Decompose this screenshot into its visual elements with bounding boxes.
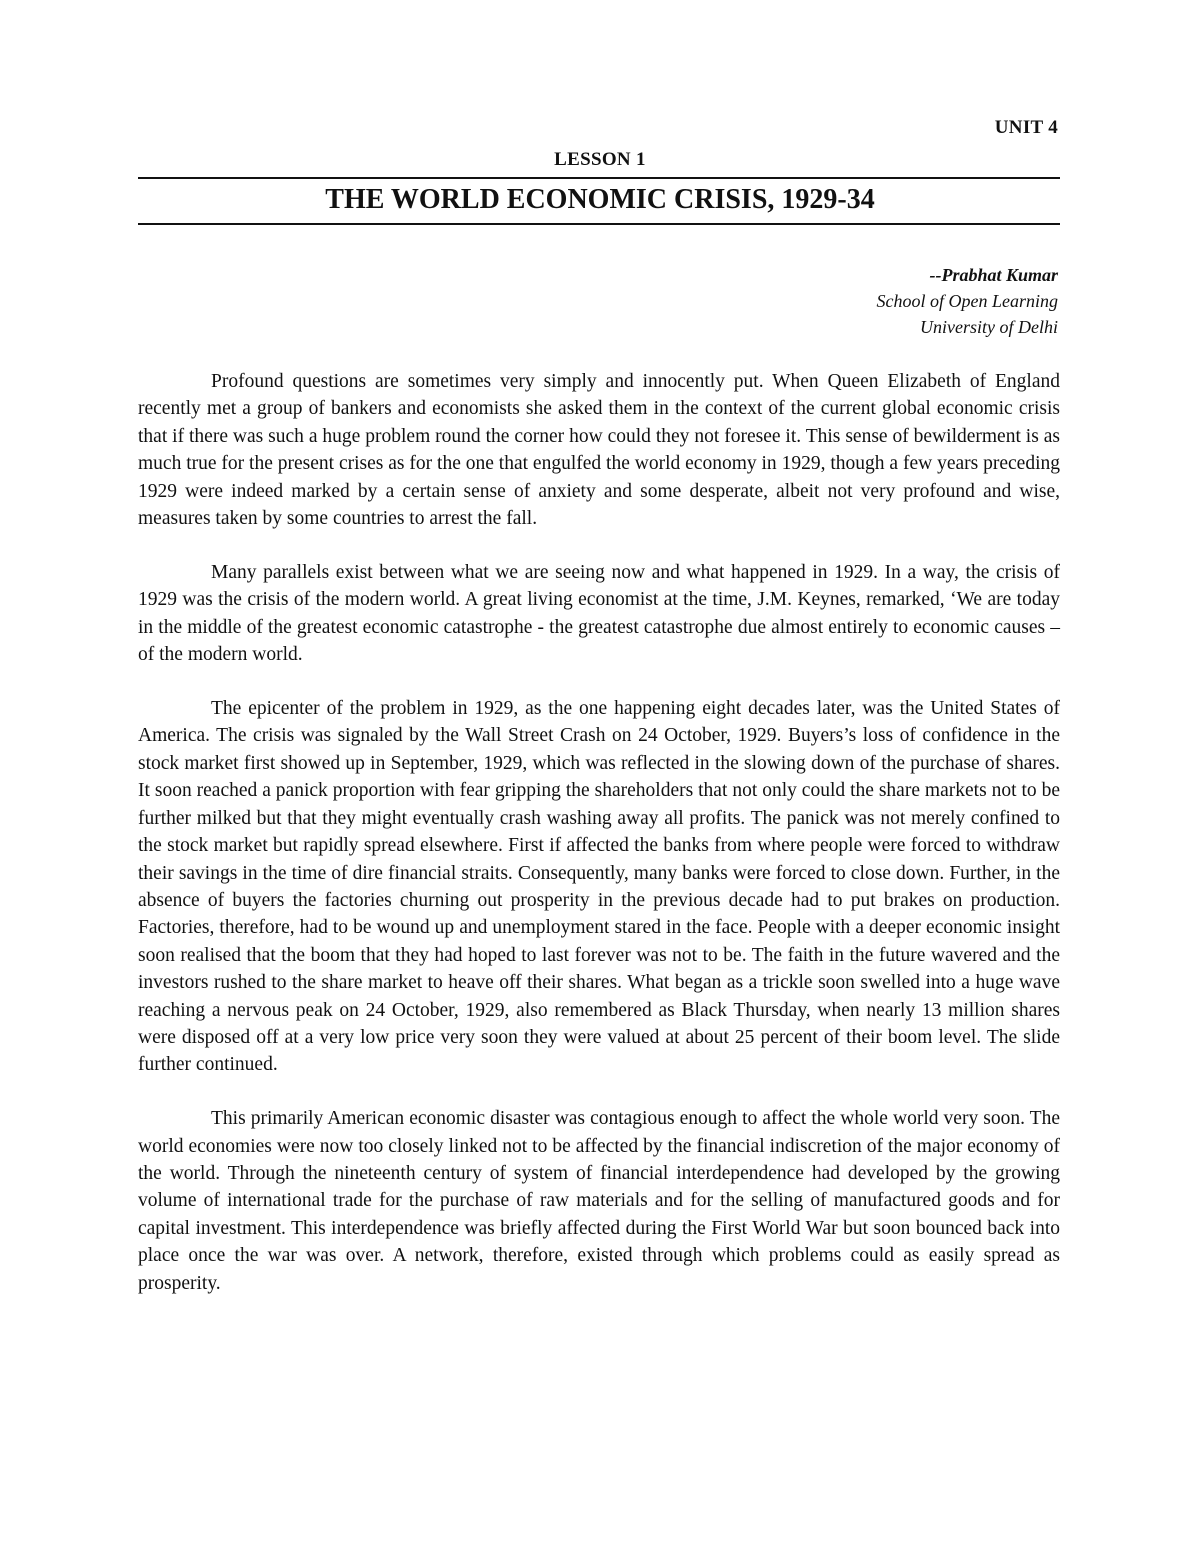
author-name: --Prabhat Kumar [929, 265, 1058, 285]
paragraph-2: Many parallels exist between what we are seeing now and what happened in 1929. In a way, the crisis of 1929 was the crisis of the modern world. A great living economist at the time, J.M. Keynes, remarked, ‘We are today in the middle of the greatest economic catastrophe - the greatest catastrophe due almost entirely to economic causes – of the modern world. [138, 561, 1060, 666]
title-rule-bottom [138, 223, 1060, 225]
paragraph-4: This primarily American economic disaster was contagious enough to affect the whole world very soon. The world economies were now too closely linked not to be affected by the financial indiscretion of the major economy of the world. Through the nineteenth century of system of financial interdependence had developed by the growing volume of international trade for the purchase of raw materials and for the selling of manufactured goods and for capital investment. This interdependence was briefly affected during the First World War but soon bounced back into place once the war was over. A network, therefore, existed through which problems could as easily spread as prosperity. [138, 1108, 1060, 1294]
paragraph-1: Profound questions are sometimes very simply and innocently put. When Queen Elizabeth of England recently met a group of bankers and economists she asked them in the context of the current global economic crisis that if there was such a huge problem round the corner how could they not foresee it. This sense of bewilderment is as much true for the present crises as for the one that engulfed the world economy in 1929, though a few years preceding 1929 were indeed marked by a certain sense of anxiety and some desperate, albeit not very profound and wise, measures taken by some countries to arrest the fall. [138, 371, 1060, 530]
paragraph-3: The epicenter of the problem in 1929, as the one happening eight decades later, was the United States of America. The crisis was signaled by the Wall Street Crash on 24 October, 1929. Buyers’s loss of confidence in the stock market first showed up in September, 1929, which was reflected in the slowing down of the purchase of shares. It soon reached a panick proportion with fear gripping the shareholders that not only could the share markets not to be further milked but that they might eventually crash washing away all profits. The panick was not merely confined to the stock market but rapidly spread elsewhere. First if affected the banks from where people were forced to withdraw their savings in the time of dire financial straits. Consequently, many banks were forced to close down. Further, in the absence of buyers the factories churning out prosperity in the previous decade had to put brakes on production. Factories, therefore, had to be wound up and unemployment stared in the face. People with a deeper economic insight soon realised that the boom that they had hoped to last forever was not to be. The faith in the future wavered and the investors rushed to the share market to heave off their shares. What began as a trickle soon swelled into a huge wave reaching a nervous peak on 24 October, 1929, also remembered as Black Thursday, when nearly 13 million shares were disposed off at a very low price very soon they were valued at about 25 percent of their boom level. The slide further continued. [138, 698, 1060, 1076]
author-block [877, 262, 1059, 340]
author-university: University of Delhi [920, 317, 1058, 337]
unit-label: UNIT 4 [994, 117, 1058, 138]
title-rule-top [138, 177, 1060, 179]
lesson-label: LESSON 1 [554, 149, 646, 170]
page-title: THE WORLD ECONOMIC CRISIS, 1929-34 [325, 184, 875, 215]
body-text [138, 368, 1060, 1324]
author-school: School of Open Learning [876, 291, 1058, 311]
